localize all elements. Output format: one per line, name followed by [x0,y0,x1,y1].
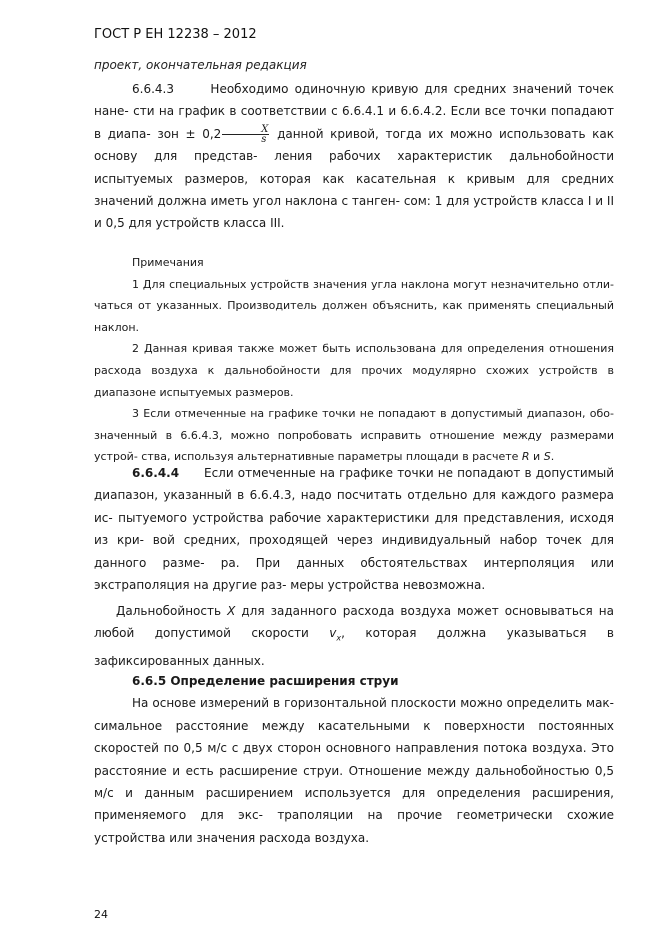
note-1: 1 Для специальных устройств значения угла наклона могут незначительно отли- чаться от указанных. Производитель должен объяснить, как применять специальный наклон. [94,277,614,334]
notes-title: Примечания [132,256,204,269]
paragraph-text: данной кривой, тогда их можно использовать как основу для представ- ления рабочих характеристик дальнобойности испытуемых размеров, которая как касательная к кривым для средних значений должна иметь угол наклона с танген- сом: 1 для устройств класса I и II и 0,5 для устройств класса III. [94,126,614,231]
paragraph-text: для заданного расхода воздуха может основываться на любой допустимой скорости [94,604,614,641]
note-3-text: 3 Если отмеченные на графике точки не попадают в допустимый диапазон, обо- значенный в 6.6.4.3, можно попробовать исправить отношение между размерами устрой- ства, используя альтернативные параметры площади в расчете [94,407,614,464]
paragraph [94,78,614,235]
section-number: 6.6.4.3 [132,82,174,96]
fraction [222,125,269,144]
doc-status: проект, окончательная редакция [94,58,307,72]
section-6-6-4-4 [94,462,614,596]
fraction-denominator: s [261,133,267,145]
var-r: R [521,450,530,464]
range-paragraph [94,600,614,673]
conjunction: и [533,450,541,464]
var-x: X [227,604,236,618]
fraction-numerator: X [222,125,269,135]
paragraph [94,462,614,596]
section-number: 6.6.4.4 [132,466,180,480]
paragraph-text: Если отмеченные на графике точки не попадают в допустимый диапазон, указанный в 6.6.4.3, надо посчитать отдельно для каждого размера ис- пытуемого устройства рабочие характеристики для представления, исходя из кри- вой средних, проходящей через индивидуальный набор точек для данного разме- ра. При данных обстоятельствах интерполяция или экстраполяция на другие раз- меры устройства невозможна. [94,466,614,593]
paragraph-text: Необходимо одиночную кривую для средних значений точек нане- сти на график в соответствии с 6.6.4.1 и 6.6.4.2. Если все точки попадают в диапа- зон ± 0,2 [94,82,615,141]
note-2: 2 Данная кривая также может быть использована для определения отношения расхода воздуха к дальнобойности для прочих модулярно схожих устройств в диапазоне испытуемых размеров. [94,342,614,399]
note-3-end: . [550,450,555,464]
note-3 [94,403,614,468]
doc-code: ГОСТ Р ЕН 12238 – 2012 [94,27,257,42]
section-heading: 6.6.5 Определение расширения струи [132,674,399,688]
notes-block [94,252,614,468]
section-6-6-5 [94,670,614,849]
section-6-6-4-3 [94,78,614,235]
var-v-subscript: x [336,633,342,643]
var-s: S [543,450,551,464]
paragraph-text: , которая должна указываться в зафиксированных данных. [94,626,614,669]
var-v: v [329,626,337,641]
paragraph: На основе измерений в горизонтальной плоскости можно определить мак- симальное расстояние между касательными к поверхности постоянных скоростей по 0,5 м/с с двух сторон основного направления потока воздуха. Это расстояние и есть расширение струи. Отношение между дальнобойностью 0,5 м/с и данным расширением используется для определения расширения, применяемого для экс- траполяции на прочие геометрически схожие устройства или значения расхода воздуха. [94,696,614,845]
paragraph-text: Дальнобойность [116,604,222,618]
paragraph [94,600,614,673]
page-number: 24 [94,908,108,921]
